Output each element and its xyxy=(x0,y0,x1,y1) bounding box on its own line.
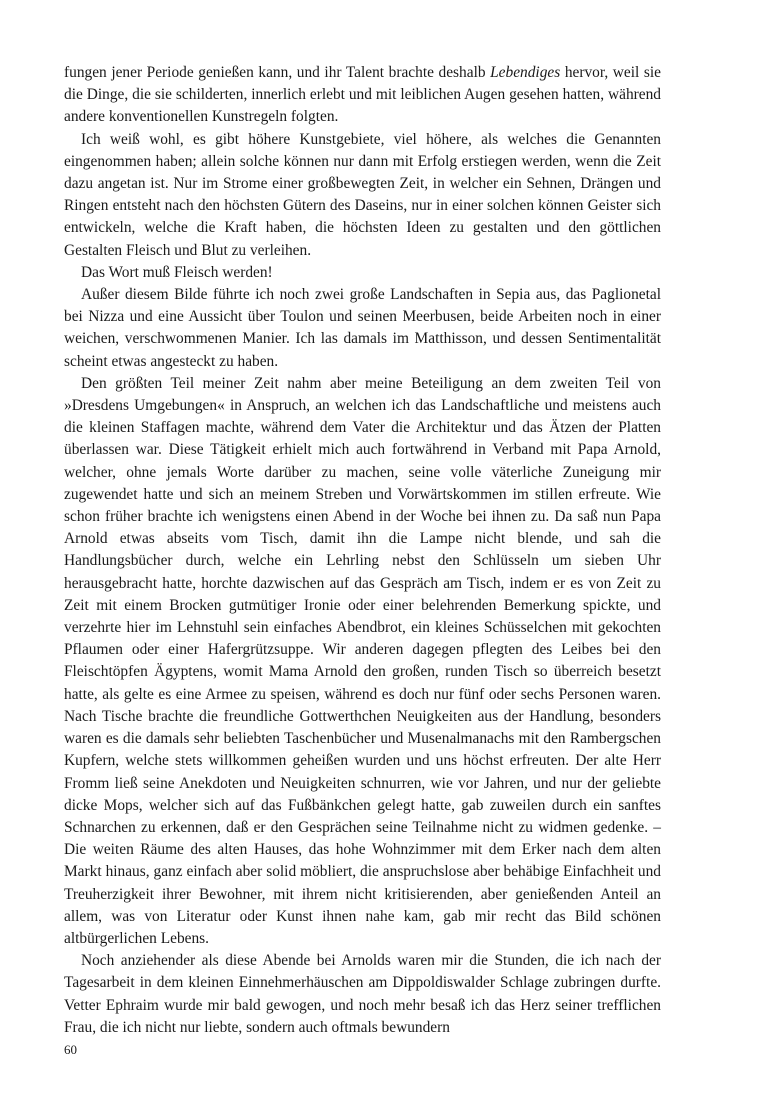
paragraph-text-before-italic: fungen jener Periode genießen kann, und ihr Talent brachte deshalb xyxy=(64,64,491,81)
paragraph: Noch anziehender als diese Abende bei Arnolds waren mir die Stunden, die ich nach der Tagesarbeit in dem kleinen Einnehmerhäuschen am Dippoldiswalder Schlage zubringen durfte. Vetter Ephraim wurde mir bald gewogen, und noch mehr besaß ich das Herz seiner trefflichen Frau, die ich nicht nur liebte, sondern auch oftmals bewundern xyxy=(64,952,661,1036)
paragraph-text-after-italic: hervor, weil sie die Dinge, die sie schilderten, innerlich erlebt und mit leiblichen Augen gesehen hatten, während andere konventionellen Kunstregeln folgten. xyxy=(64,64,661,126)
italic-word: Lebendiges xyxy=(490,64,561,81)
paragraph: Außer diesem Bilde führte ich noch zwei große Landschaften in Sepia aus, das Paglionetal bei Nizza und eine Aussicht über Toulon und seinen Meerbusen, beide Arbeiten noch in einer weichen, verschwommenen Manier. Ich las damals im Matthisson, und dessen Sentimentalität scheint etwas angesteckt zu haben. xyxy=(64,286,661,370)
paragraph-continuation xyxy=(64,62,661,129)
paragraph: Den größten Teil meiner Zeit nahm aber meine Beteiligung an dem zweiten Teil von »Dresdens Umgebungen« in Anspruch, an welchen ich das Landschaftliche und meistens auch die kleinen Staffagen machte, während dem Vater die Architektur und das Ätzen der Platten überlassen war. Diese Tätigkeit erhielt mich auch fortwährend in Verband mit Papa Arnold, welcher, ohne jemals Worte darüber zu machen, seine volle väterliche Zuneigung mir zugewendet hatte und sich an meinem Streben und Vorwärtskommen im stillen erfreute. Wie schon früher brachte ich wenigstens einen Abend in der Woche bei ihnen zu. Da saß nun Papa Arnold etwas abseits vom Tisch, damit ihn die Lampe nicht blende, und sah die Handlungsbücher durch, welche ein Lehrling nebst den Schlüsseln um sieben Uhr herausgebracht hatte, horchte dazwischen auf das Gespräch am Tisch, indem er es von Zeit zu Zeit mit einem Brocken gutmütiger Ironie oder einer belehrenden Bemerkung spickte, und verzehrte hier im Lehnstuhl sein einfaches Abendbrot, ein kleines Schüsselchen mit gekochten Pflaumen oder einer Hafergrützsuppe. Wir anderen dagegen pflegten des Leibes bei den Fleischtöpfen Ägyptens, womit Mama Arnold den großen, runden Tisch so überreich besetzt hatte, als gelte es eine Armee zu speisen, während es doch nur fünf oder sechs Personen waren. Nach Tische brachte die freundliche Gottwerthchen Neuigkeiten aus der Handlung, besonders waren es die damals sehr beliebten Taschenbücher und Musenalmanachs mit den Rambergschen Kupfern, welche stets willkommen geheißen wurden und uns höchst erfreuten. Der alte Herr Fromm ließ seine Anekdoten und Neuigkeiten schnurren, wie vor Jahren, und nur der geliebte dicke Mops, welcher sich auf das Fußbänkchen gelegt hatte, gab zuweilen durch ein sanftes Schnarchen zu erkennen, daß er den Gesprächen seine Teilnahme nicht zu widmen gedenke. – Die weiten Räume des alten Hauses, das hohe Wohnzimmer mit dem Erker nach dem alten Markt hinaus, ganz einfach aber solid möbliert, die anspruchslose aber behäbige Einfachheit und Treuherzigkeit ihrer Bewohner, mit ihrem nicht kritisierenden, aber genießenden Anteil an allem, was von Literatur oder Kunst ihnen nahe kam, gab mir recht das Bild schönen altbürgerlichen Lebens. xyxy=(64,374,661,947)
paragraph: Das Wort muß Fleisch werden! xyxy=(81,263,273,281)
page-body xyxy=(64,62,661,1039)
page-number: 60 xyxy=(64,1042,77,1057)
paragraph: Ich weiß wohl, es gibt höhere Kunstgebiete, viel höhere, als welches die Genannten eingenommen haben; allein solche können nur dann mit Erfolg erstiegen werden, wenn die Zeit dazu angetan ist. Nur im Strome einer großbewegten Zeit, in welcher ein Sehnen, Drängen und Ringen entsteht nach den höchsten Gütern des Daseins, nur in einer solchen können Geister sich entwickeln, welche die Kraft haben, die höchsten Ideen zu gestalten und den göttlichen Gestalten Fleisch und Blut zu verleihen. xyxy=(64,130,661,259)
